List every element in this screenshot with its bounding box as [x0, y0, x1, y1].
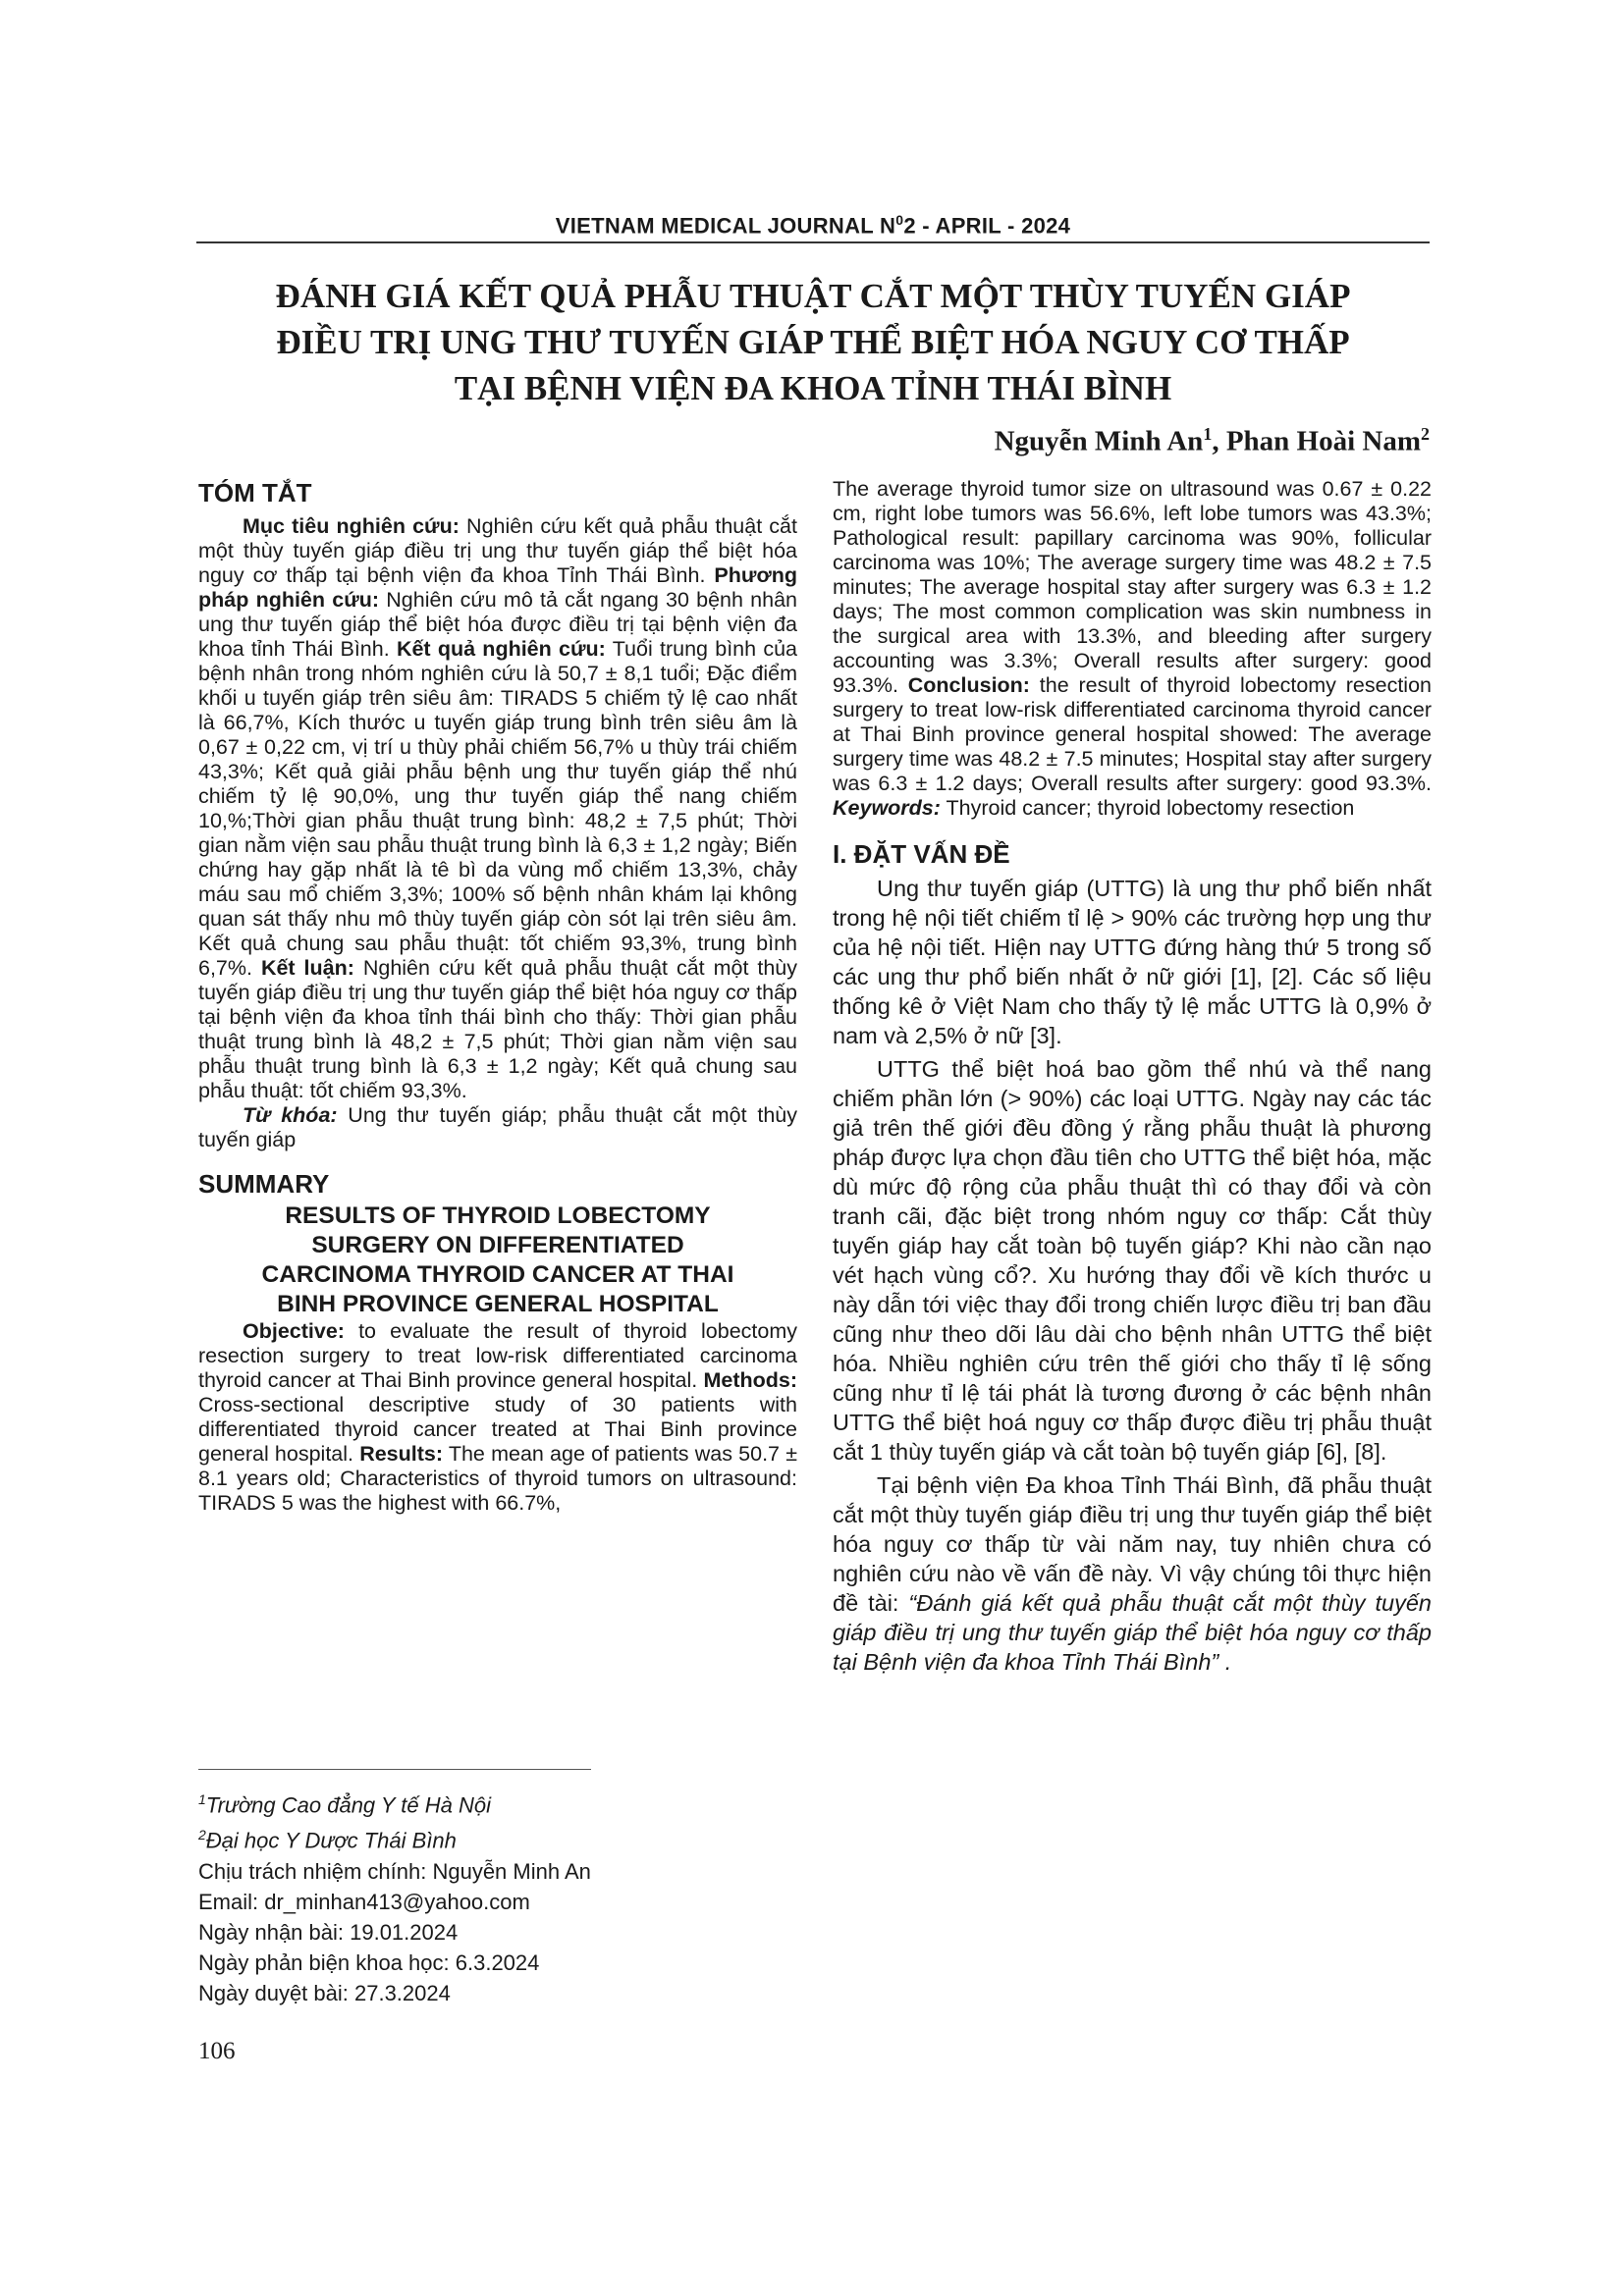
study-title-quote: “Đánh giá kết quả phẫu thuật cắt một thùy tuyến giáp điều trị ung thư tuyến giáp thể biệt hóa nguy cơ thấp tại Bệnh viện đa khoa Tỉnh Thái Bình” .	[833, 1590, 1432, 1675]
abstract-vi-heading: TÓM TẮT	[198, 478, 312, 507]
summary-title-line-3: CARCINOMA THYROID CANCER AT THAI	[261, 1261, 734, 1288]
abstract-vi-results-label: Kết quả nghiên cứu:	[396, 637, 606, 661]
page-number: 106	[198, 2038, 236, 2064]
article-title	[196, 273, 1430, 411]
author-2: Phan Hoài Nam	[1225, 425, 1421, 457]
summary-methods-label: Methods:	[703, 1368, 797, 1392]
abstract-vi-keywords-label: Từ khóa:	[243, 1103, 338, 1127]
contact-email: Email: dr_minhan413@yahoo.com	[198, 1889, 530, 1914]
summary-keywords-label: Keywords:	[833, 796, 941, 820]
title-line-1: ĐÁNH GIÁ KẾT QUẢ PHẪU THUẬT CẮT MỘT THÙY TUYẾN GIÁP	[275, 277, 1351, 315]
summary-results-right: The average thyroid tumor size on ultrasound was 0.67 ± 0.22 cm, right lobe tumors was 56.6%, left lobe tumors was 43.3%; Pathological result: papillary carcinoma was 90%, follicular carcinoma was 10%; The average surgery time was 48.2 ± 7.5 minutes; The average hospital stay after surgery was 6.3 ± 1.2 days; The most common complication was skin numbness in the surgical area with 13.3%, and bleeding after surgery accounting was 3.3%; Overall results after surgery: good 93.3%.	[833, 477, 1432, 697]
abstract-vi-objective: Nghiên cứu kết quả phẫu thuật cắt một thùy tuyến giáp điều trị ung thư tuyến giáp thể biệt hóa nguy cơ thấp tại bệnh viện đa khoa Tỉnh Thái Bình.	[198, 514, 797, 587]
review-date: Ngày phản biện khoa học: 6.3.2024	[198, 1949, 540, 1975]
abstract-vi-methods: Nghiên cứu mô tả cắt ngang 30 bệnh nhân ung thư tuyến giáp thể biệt hóa được điều trị tại bệnh viện đa khoa tỉnh Thái Bình.	[198, 588, 797, 661]
abstract-vi-methods-label: Phương pháp nghiên cứu:	[198, 563, 797, 612]
summary-results-label: Results:	[359, 1442, 444, 1466]
summary-body-right	[833, 477, 1432, 821]
author-list	[995, 424, 1430, 458]
journal-name: VIETNAM MEDICAL JOURNAL N	[555, 213, 896, 239]
abstract-vi-keywords	[198, 1103, 797, 1152]
summary-title-line-4: BINH PROVINCE GENERAL HOSPITAL	[277, 1291, 719, 1317]
intro-paragraph-3-text: Tại bệnh viện Đa khoa Tỉnh Thái Bình, đã phẫu thuật cắt một thùy tuyến giáp điều trị ung thư tuyến giáp thể biệt hóa nguy cơ thấp từ vài năm nay, tuy nhiên chưa có nghiên cứu nào về vấn đề này. Vì vậy chúng tôi thực hiện đề tài:	[833, 1472, 1432, 1616]
left-column	[198, 477, 797, 1516]
summary-title	[198, 1201, 797, 1319]
intro-paragraph-3	[833, 1470, 1432, 1677]
header-rule	[196, 241, 1430, 243]
affiliation-1: $^1$Trường Cao đẳng Y tế Hà Nội	[198, 1791, 491, 1818]
abstract-vi-conclusion-label: Kết luận:	[260, 956, 354, 980]
summary-objective: to evaluate the result of thyroid lobectomy resection surgery to treat low-risk differentiated carcinoma thyroid cancer at Thai Binh province general hospital.	[198, 1319, 797, 1392]
affiliation-2: $^2$Đại học Y Dược Thái Bình	[198, 1827, 457, 1853]
accepted-date: Ngày duyệt bài: 27.3.2024	[198, 1980, 451, 2005]
abstract-vi-results: Tuổi trung bình của bệnh nhân trong nhóm nghiên cứu là 50,7 ± 8,1 tuổi; Đặc điểm khối u tuyến giáp trên siêu âm: TIRADS 5 chiếm tỷ lệ cao nhất là 66,7%, Kích thước u tuyến giáp trung bình trên siêu âm là 0,67 ± 0,22 cm, vị trí u thùy phải chiếm 56,7% u thùy trái chiếm 43,3%; Kết quả giải phẫu bệnh ung thư tuyến giáp thể nhú chiếm tỷ lệ 90,0%, ung thư tuyến giáp thể nang chiếm 10,%;Thời gian phẫu thuật trung bình: 48,2 ± 7,5 phút; Thời gian nằm viện sau phẫu thuật trung bình là 6,3 ± 1,2 ngày; Biến chứng hay gặp nhất là tê bì da vùng mổ chiếm 13,3%, chảy máu sau mổ chiếm 3,3%; 100% số bệnh nhân khám lại không quan sát thấy nhu mô thùy tuyến giáp còn sót lại trên siêu âm. Kết quả chung sau phẫu thuật: tốt chiếm 93,3%, trung bình 6,7%.	[198, 637, 797, 980]
issue-superscript: 0	[895, 212, 904, 228]
abstract-vi-objective-label: Mục tiêu nghiên cứu:	[243, 514, 460, 538]
summary-conclusion: the result of thyroid lobectomy resection surgery to treat low-risk differentiated carcinoma thyroid cancer at Thai Binh province general hospital showed: The average surgery time was 48.2 ± 7.5 minutes; Hospital stay after surgery was 6.3 ± 1.2 days; Overall results after surgery: good 93.3%.	[833, 673, 1432, 795]
running-header	[196, 212, 1430, 239]
received-date: Ngày nhận bài: 19.01.2024	[198, 1919, 459, 1945]
author-1: Nguyễn Minh An	[994, 425, 1204, 457]
summary-title-line-2: SURGERY ON DIFFERENTIATED	[311, 1232, 684, 1258]
abstract-vi-keywords-text: Ung thư tuyến giáp; phẫu thuật cắt một thùy tuyến giáp	[198, 1103, 797, 1151]
author-separator: ,	[1212, 425, 1226, 457]
author-1-affiliation: 1	[1203, 424, 1213, 444]
footnotes	[198, 1785, 797, 2008]
title-line-2: ĐIỀU TRỊ UNG THƯ TUYẾN GIÁP THỂ BIỆT HÓA NGUY CƠ THẤP	[276, 323, 1350, 361]
intro-heading: I. ĐẶT VẤN ĐỀ	[833, 839, 1010, 869]
summary-methods: Cross-sectional descriptive study of 30 patients with differentiated thyroid cancer treated at Thai Binh province general hospital.	[198, 1393, 797, 1466]
summary-objective-label: Objective:	[243, 1319, 345, 1343]
summary-conclusion-label: Conclusion:	[907, 673, 1030, 697]
abstract-vi-conclusion: Nghiên cứu kết quả phẫu thuật cắt một thùy tuyến giáp điều trị ung thư tuyến giáp thể biệt hóa nguy cơ thấp tại bệnh viện đa khoa tỉnh thái bình cho thấy: Thời gian phẫu thuật trung bình là 48,2 ± 7,5 phút; Thời gian nằm viện sau phẫu thuật trung bình là 6,3 ± 1,2 ngày; Kết quả chung sau phẫu thuật: tốt chiếm 93,3%.	[198, 956, 797, 1102]
intro-paragraph-1: Ung thư tuyến giáp (UTTG) là ung thư phổ biến nhất trong hệ nội tiết chiếm tỉ lệ > 90% các trường hợp ung thư của hệ nội tiết. Hiện nay UTTG đứng hàng thứ 5 trong số các ung thư phổ biến nhất ở nữ giới [1], [2]. Các số liệu thống kê ở Việt Nam cho thấy tỷ lệ mắc UTTG là 0,9% ở nam và 2,5% ở nữ [3].	[833, 876, 1432, 1048]
author-2-affiliation: 2	[1421, 424, 1430, 444]
summary-results-left: The mean age of patients was 50.7 ± 8.1 years old; Characteristics of thyroid tumors on ultrasound: TIRADS 5 was the highest with 66.7%,	[198, 1442, 798, 1515]
summary-title-line-1: RESULTS OF THYROID LOBECTOMY	[285, 1202, 711, 1229]
abstract-vi-body	[198, 514, 797, 1103]
title-line-3: TẠI BỆNH VIỆN ĐA KHOA TỈNH THÁI BÌNH	[454, 369, 1172, 407]
issue-date: 2 - APRIL - 2024	[903, 213, 1071, 239]
summary-keywords: Thyroid cancer; thyroid lobectomy resection	[940, 796, 1355, 820]
intro-paragraph-2: UTTG thể biệt hoá bao gồm thể nhú và thể nang chiếm phần lớn (> 90%) các loại UTTG. Ngày nay các tác giả trên thế giới đều đồng ý rằng phẫu thuật là phương pháp được lựa chọn đầu tiên cho UTTG thể biệt hóa, mặc dù mức độ rộng của phẫu thuật thì có thay đổi và còn tranh cãi, đặc biệt trong nhóm nguy cơ thấp: Cắt thùy tuyến giáp hay cắt toàn bộ tuyến giáp? Khi nào cần nạo vét hạch vùng cổ?. Xu hướng thay đổi về kích thước u này dẫn tới việc thay đổi trong chiến lược điều trị ban đầu cũng như theo dõi lâu dài cho bệnh nhân UTTG thể biệt hóa. Nhiều nghiên cứu trên thế giới cho thấy tỉ lệ sống cũng như tỉ lệ tái phát là tương đương ở các bệnh nhân UTTG thể biệt hoá nguy cơ thấp được điều trị phẫu thuật cắt 1 thùy tuyến giáp và cắt toàn bộ tuyến giáp [6], [8].	[833, 1056, 1432, 1465]
corresponding-author: Chịu trách nhiệm chính: Nguyễn Minh An	[198, 1858, 591, 1884]
right-column	[833, 477, 1432, 1677]
summary-heading: SUMMARY	[198, 1169, 330, 1199]
footnote-rule	[198, 1769, 591, 1770]
summary-body-left	[198, 1319, 797, 1516]
